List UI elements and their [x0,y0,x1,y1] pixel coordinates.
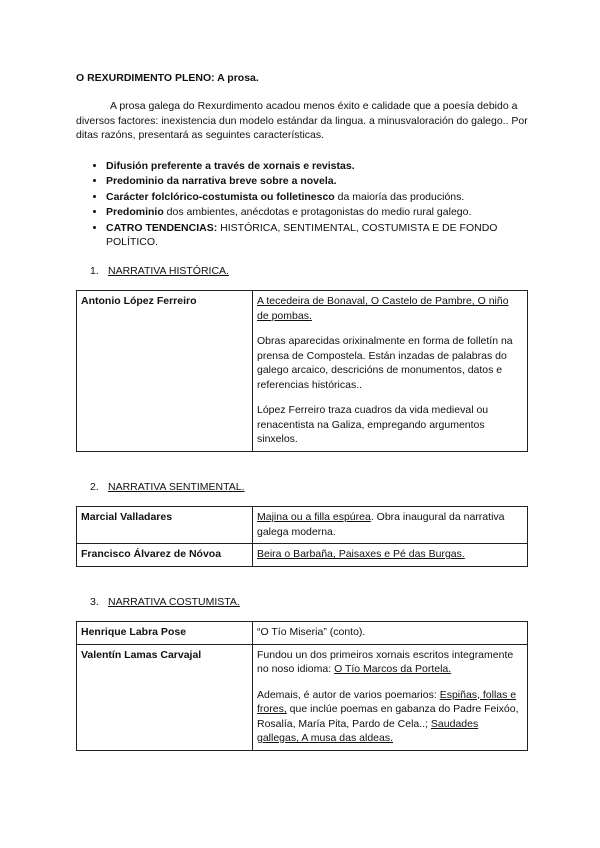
section-label: NARRATIVA HISTÓRICA. [108,264,229,277]
work-title: Majina ou a filla espúrea [257,511,371,524]
bullet-bold-text: Carácter folclórico-costumista ou folletinesco [106,190,335,203]
section-heading-costumista [90,595,528,609]
description-text: Ademais, é autor de varios poemarios: [257,688,440,701]
section-label: NARRATIVA SENTIMENTAL. [108,480,245,493]
characteristics-list [76,159,528,250]
list-item [106,221,528,250]
description-paragraph [257,688,523,746]
intro-paragraph: A prosa galega do Rexurdimento acadou menos éxito e calidade que a poesía debido a diversos factores: inexistencia dun modelo estándar da lingua. a minusvaloración do galego.. Por ditas razóns, presentará as seguintes características. [76,100,528,142]
table-row [77,291,528,451]
section-heading-sentimental [90,480,528,494]
author-cell: Valentín Lamas Carvajal [77,644,253,750]
document-title: O REXURDIMENTO PLENO: A prosa. [76,72,259,84]
section-heading-historica [90,264,528,278]
bullet-bold-text: Predominio da narrativa breve sobre a novela. [106,175,337,188]
bullet-bold-text: Predominio [106,206,164,219]
description-cell [253,507,528,544]
table-costumista [76,621,528,750]
list-item [106,174,528,188]
table-row [77,622,528,644]
description-text: . Obra inaugural da narrativa galega moderna. [257,511,505,538]
bullet-bold-text: Difusión preferente a través de xornais e revistas. [106,159,355,172]
section-number: 3. [90,595,99,608]
bullet-text: dos ambientes, anécdotas e protagonistas do medio rural galego. [163,206,472,219]
author-cell: Henrique Labra Pose [77,622,253,644]
work-title: Saudades gallegas, A musa das aldeas. [257,717,479,745]
description-text: que inclúe poemas en gabanza do Padre Feixóo, Rosalía, María Pita, Pardo de Cela..; [257,703,519,730]
description-paragraph: López Ferreiro traza cuadros da vida medieval ou renacentista na Galiza, empregando argumentos sinxelos. [257,404,489,446]
description-text: Fundou un dos primeiros xornais escritos integramente no noso idioma: [257,648,514,676]
description-cell [253,622,528,644]
bullet-text: da maioría das producións. [334,190,465,203]
description-paragraph [257,648,523,677]
list-item [106,205,528,219]
list-item [106,190,528,204]
author-cell: Francisco Álvarez de Nóvoa [77,544,253,566]
description-paragraph: “O Tío Miseria” (conto). [257,626,366,639]
author-cell: Marcial Valladares [77,507,253,544]
work-title: O Tío Marcos da Portela. [334,663,452,676]
table-historica [76,290,528,451]
section-number: 2. [90,480,99,493]
works-list: A tecedeira de Bonaval, O Castelo de Pambre, O niño de pombas. [257,295,509,322]
description-paragraph: Obras aparecidas orixinalmente en forma de folletín na prensa de Compostela. Están inzadas de palabras do galego arcaico, descricións de monumentos, datos e referencias históricas.. [257,335,513,391]
section-label: NARRATIVA COSTUMISTA. [108,595,240,608]
description-cell [253,291,528,451]
bullet-text: HISTÓRICA, SENTIMENTAL, COSTUMISTA E DE FONDO POLÍTICO. [106,221,498,249]
description-cell [253,544,528,566]
document-page [76,71,528,779]
bullet-bold-text: CATRO TENDENCIAS: [106,221,218,234]
work-title: Espiñas, follas e frores, [257,688,517,716]
description-cell [253,644,528,750]
table-row [77,507,528,544]
table-row [77,644,528,750]
table-sentimental [76,506,528,566]
section-number: 1. [90,264,99,277]
works-list: Beira o Barbaña, Paisaxes e Pé das Burgas. [257,548,465,561]
list-item [106,159,528,173]
table-row [77,544,528,566]
author-cell: Antonio López Ferreiro [77,291,253,451]
